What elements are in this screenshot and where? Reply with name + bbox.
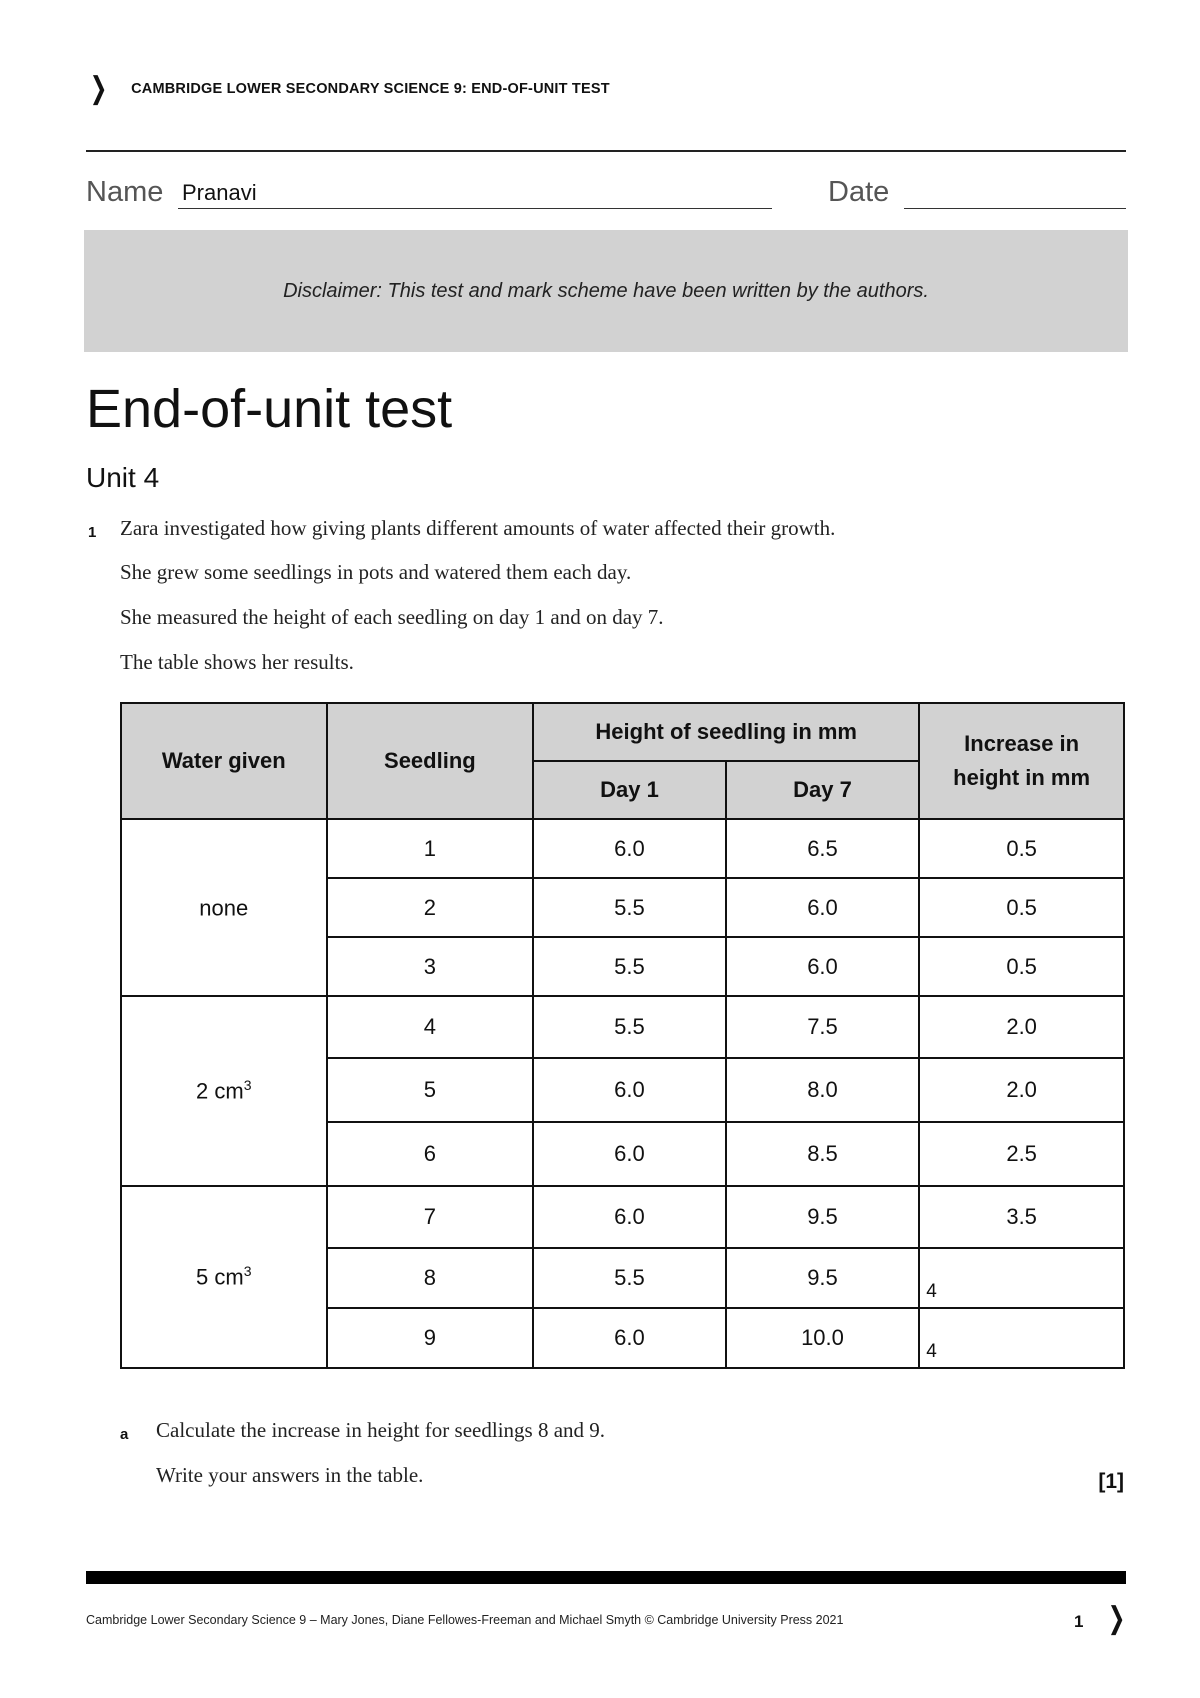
increase-cell: 0.5 xyxy=(919,819,1124,878)
part-a-line: Write your answers in the table. xyxy=(156,1463,424,1487)
footer-rule xyxy=(86,1571,1126,1584)
day7-cell: 8.0 xyxy=(726,1058,920,1122)
increase-cell: 2.0 xyxy=(919,996,1124,1058)
part-a-line: Calculate the increase in height for seedlings 8 and 9. xyxy=(156,1418,606,1442)
page-title: End-of-unit test xyxy=(86,379,453,439)
day1-cell: 5.5 xyxy=(533,996,726,1058)
day7-cell: 7.5 xyxy=(726,996,920,1058)
disclaimer-box xyxy=(84,230,1128,352)
question-line: Zara investigated how giving plants different amounts of water affected their growth. xyxy=(120,516,836,540)
day7-cell: 6.0 xyxy=(726,878,920,937)
day7-cell: 6.0 xyxy=(726,937,920,996)
seedling-cell: 8 xyxy=(327,1248,534,1308)
day7-cell: 8.5 xyxy=(726,1122,920,1186)
date-label: Date xyxy=(828,176,890,208)
seedling-cell: 2 xyxy=(327,878,534,937)
increase-answer-field[interactable] xyxy=(919,1248,1124,1308)
name-date-row xyxy=(86,172,1126,212)
seedling-cell: 1 xyxy=(327,819,534,878)
water-given-cell: 5 $cm^3$ xyxy=(121,1186,327,1368)
day1-cell: 5.5 xyxy=(533,1248,726,1308)
seedling-cell: 9 xyxy=(327,1308,534,1368)
question-line: She grew some seedlings in pots and watered them each day. xyxy=(120,560,632,584)
seedling-cell: 7 xyxy=(327,1186,534,1248)
answer-value: 4 xyxy=(926,1341,937,1362)
table-row xyxy=(121,819,1124,878)
header-seedling: Seedling xyxy=(327,703,534,819)
day7-cell: 9.5 xyxy=(726,1186,920,1248)
header-title: CAMBRIDGE LOWER SECONDARY SCIENCE 9: END-OF-UNIT TEST xyxy=(131,81,610,97)
question-number: 1 xyxy=(88,524,97,541)
page-number: 1 xyxy=(1074,1612,1084,1631)
seedling-cell: 6 xyxy=(327,1122,534,1186)
increase-cell: 0.5 xyxy=(919,878,1124,937)
increase-answer-field[interactable] xyxy=(919,1308,1124,1368)
name-field[interactable]: Pranavi xyxy=(182,180,257,205)
water-given-cell: none xyxy=(121,819,327,996)
water-given-cell: 2 $cm^3$ xyxy=(121,996,327,1186)
header-height: Height of seedling in mm xyxy=(533,703,919,761)
answer-value: 4 xyxy=(926,1281,937,1302)
seedling-cell: 3 xyxy=(327,937,534,996)
header-day1: Day 1 xyxy=(533,761,726,819)
page-header xyxy=(86,74,610,104)
day1-cell: 6.0 xyxy=(533,1122,726,1186)
chevron-right-icon: ❯ xyxy=(89,72,108,105)
seedling-cell: 5 xyxy=(327,1058,534,1122)
increase-cell: 2.5 xyxy=(919,1122,1124,1186)
increase-cell: 2.0 xyxy=(919,1058,1124,1122)
table-row xyxy=(121,996,1124,1058)
header-increase: Increase in height in mm xyxy=(919,703,1124,819)
header-day7: Day 7 xyxy=(726,761,920,819)
results-table xyxy=(120,702,1125,1369)
day7-cell: 10.0 xyxy=(726,1308,920,1368)
table-row xyxy=(121,1186,1124,1248)
day1-cell: 6.0 xyxy=(533,1186,726,1248)
day1-cell: 6.0 xyxy=(533,819,726,878)
day1-cell: 5.5 xyxy=(533,878,726,937)
part-a-label: a xyxy=(120,1426,129,1443)
unit-heading: Unit 4 xyxy=(86,462,160,493)
header-water-given: Water given xyxy=(121,703,327,819)
footer-text: Cambridge Lower Secondary Science 9 – Mary Jones, Diane Fellowes-Freeman and Michael Smyth © Cambridge University Press 2021 xyxy=(86,1613,844,1627)
next-page-chevron-icon[interactable]: ❯ xyxy=(1107,1602,1126,1635)
day7-cell: 9.5 xyxy=(726,1248,920,1308)
date-field[interactable] xyxy=(904,208,1126,209)
day7-cell: 6.5 xyxy=(726,819,920,878)
marks-badge: [1] xyxy=(1098,1470,1124,1493)
name-underline xyxy=(178,208,772,209)
increase-cell: 0.5 xyxy=(919,937,1124,996)
increase-cell: 3.5 xyxy=(919,1186,1124,1248)
question-line: She measured the height of each seedling on day 1 and on day 7. xyxy=(120,605,664,629)
header-rule xyxy=(86,150,1126,152)
day1-cell: 6.0 xyxy=(533,1308,726,1368)
seedling-cell: 4 xyxy=(327,996,534,1058)
disclaimer-text: Disclaimer: This test and mark scheme have been written by the authors. xyxy=(283,279,929,302)
name-label: Name xyxy=(86,176,164,208)
day1-cell: 5.5 xyxy=(533,937,726,996)
day1-cell: 6.0 xyxy=(533,1058,726,1122)
question-line: The table shows her results. xyxy=(120,650,354,674)
